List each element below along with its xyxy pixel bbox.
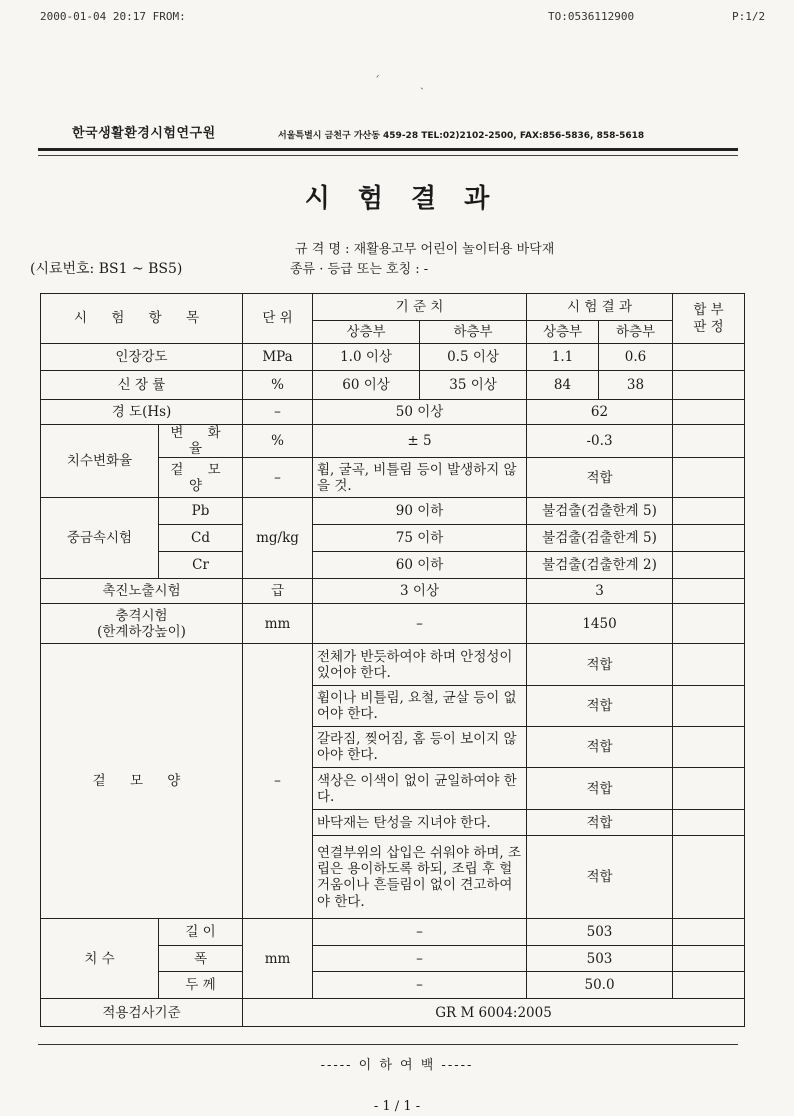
judgment-cell	[673, 946, 745, 972]
result-cell: -0.3	[527, 425, 673, 458]
standard-cell: 90 이하	[313, 498, 527, 525]
header-std-lower: 하층부	[420, 321, 527, 344]
standard-cell: ± 5	[313, 425, 527, 458]
standard-cell: 색상은 이색이 없이 균일하여야 한다.	[313, 768, 527, 810]
standard-cell: 75 이하	[313, 525, 527, 552]
judgment-cell	[673, 604, 745, 644]
item-appearance-change: 겉 모 양	[159, 458, 243, 498]
group-dimensions: 치 수	[41, 919, 159, 999]
judgment-cell	[673, 686, 745, 727]
standard-cell: –	[313, 604, 527, 644]
item-thickness: 두 께	[159, 972, 243, 999]
result-cell: 62	[527, 400, 673, 425]
footer-nil: ----- 이 하 여 백 -----	[320, 1058, 474, 1073]
unit-cell: mm	[243, 604, 313, 644]
item-impact-line2: (한계하강높이)	[97, 623, 186, 640]
standard-cell: 바닥재는 탄성을 지녀야 한다.	[313, 810, 527, 836]
item-impact-line1: 충격시험	[115, 607, 168, 624]
unit-cell: MPa	[243, 344, 313, 371]
res-upper: 84	[527, 371, 599, 400]
judgment-cell	[673, 425, 745, 458]
letterhead-address: 서울특별시 금천구 가산동 459-28 TEL:02)2102-2500, FAX:856-5836, 858-5618	[278, 131, 645, 141]
judgment-cell	[673, 972, 745, 999]
applied-standard-value: GR M 6004:2005	[243, 999, 745, 1027]
group-heavy-metal: 중금속시험	[41, 498, 159, 579]
letterhead-organization: 한국생활환경시험연구원	[72, 126, 216, 141]
item-tensile: 인장강도	[41, 344, 243, 371]
unit-cell: %	[243, 371, 313, 400]
std-lower: 35 이상	[420, 371, 527, 400]
speck-mark: ˊ	[374, 74, 380, 88]
item-elongation: 신 장 률	[41, 371, 243, 400]
result-cell: 적합	[527, 836, 673, 919]
standard-cell: –	[313, 946, 527, 972]
res-lower: 0.6	[599, 344, 673, 371]
judgment-cell	[673, 919, 745, 946]
table-row	[41, 498, 745, 525]
item-impact	[41, 604, 243, 644]
header-row	[41, 294, 745, 321]
header-std-upper: 상층부	[313, 321, 420, 344]
result-cell: 50.0	[527, 972, 673, 999]
standard-cell: 휨이나 비틀림, 요철, 균살 등이 없어야 한다.	[313, 686, 527, 727]
result-cell: 불검출(검출한계 5)	[527, 498, 673, 525]
standard-cell: 연결부위의 삽입은 쉬워야 하며, 조립은 용이하도록 하되, 조립 후 헐거움이나 흔들림이 없이 견고하여야 한다.	[313, 836, 527, 919]
judgment-cell	[673, 400, 745, 425]
result-cell: 503	[527, 946, 673, 972]
fax-header-page: P:1/2	[732, 10, 766, 23]
table-row	[41, 344, 745, 371]
judgment-cell	[673, 768, 745, 810]
item-pb: Pb	[159, 498, 243, 525]
table-row	[41, 425, 745, 458]
standard-cell: 휨, 굴곡, 비틀림 등이 발생하지 않을 것.	[313, 458, 527, 498]
group-dimensional-change: 치수변화율	[41, 425, 159, 498]
judgment-cell	[673, 579, 745, 604]
header-judgment-line1: 합 부	[693, 302, 724, 319]
header-result: 시 험 결 과	[527, 294, 673, 321]
res-lower: 38	[599, 371, 673, 400]
page-title: 시험결과	[304, 184, 518, 214]
judgment-cell	[673, 525, 745, 552]
item-appearance: 겉 모 양	[41, 644, 243, 919]
header-standard: 기 준 치	[313, 294, 527, 321]
judgment-cell	[673, 344, 745, 371]
judgment-cell	[673, 644, 745, 686]
table-row	[41, 579, 745, 604]
judgment-cell	[673, 498, 745, 525]
item-applied-standard: 적용검사기준	[41, 999, 243, 1027]
result-cell: 불검출(검출한계 5)	[527, 525, 673, 552]
spec-name: 규 격 명 : 재활용고무 어린이 놀이터용 바닥재	[295, 242, 555, 257]
judgment-cell	[673, 836, 745, 919]
std-upper: 60 이상	[313, 371, 420, 400]
letterhead-rule-thick	[38, 148, 738, 151]
table-row	[41, 919, 745, 946]
unit-cell: –	[243, 644, 313, 919]
std-upper: 1.0 이상	[313, 344, 420, 371]
result-cell: 적합	[527, 727, 673, 768]
result-cell: 1450	[527, 604, 673, 644]
item-weathering: 촉진노출시험	[41, 579, 243, 604]
result-cell: 적합	[527, 810, 673, 836]
item-change-rate: 변 화 율	[159, 425, 243, 458]
unit-cell: %	[243, 425, 313, 458]
result-cell: 503	[527, 919, 673, 946]
result-cell: 적합	[527, 686, 673, 727]
standard-cell: 전체가 반듯하여야 하며 안정성이 있어야 한다.	[313, 644, 527, 686]
standard-cell: –	[313, 919, 527, 946]
result-cell: 적합	[527, 458, 673, 498]
unit-cell: mm	[243, 919, 313, 999]
table-row	[41, 400, 745, 425]
speck-mark: ˏ	[420, 76, 424, 90]
standard-cell: 60 이하	[313, 552, 527, 579]
footer-rule	[38, 1044, 738, 1045]
spec-grade: 종류 · 등급 또는 호칭 : -	[290, 262, 429, 277]
results-table	[40, 293, 745, 1027]
res-upper: 1.1	[527, 344, 599, 371]
table-row	[41, 644, 745, 686]
judgment-cell	[673, 810, 745, 836]
fax-header-left: 2000-01-04 20:17 FROM:	[40, 10, 186, 23]
item-length: 길 이	[159, 919, 243, 946]
judgment-cell	[673, 371, 745, 400]
table-row	[41, 604, 745, 644]
letterhead-rule-thin	[38, 155, 738, 156]
result-cell: 적합	[527, 768, 673, 810]
unit-cell: –	[243, 458, 313, 498]
result-cell: 적합	[527, 644, 673, 686]
standard-cell: –	[313, 972, 527, 999]
header-unit: 단 위	[243, 294, 313, 344]
header-res-upper: 상층부	[527, 321, 599, 344]
result-cell: 3	[527, 579, 673, 604]
item-cr: Cr	[159, 552, 243, 579]
fax-header-to: TO:0536112900	[548, 10, 635, 23]
item-width: 폭	[159, 946, 243, 972]
header-item: 시 험 항 목	[41, 294, 243, 344]
judgment-cell	[673, 458, 745, 498]
judgment-cell	[673, 552, 745, 579]
unit-cell: –	[243, 400, 313, 425]
standard-cell: 3 이상	[313, 579, 527, 604]
unit-cell: 급	[243, 579, 313, 604]
header-res-lower: 하층부	[599, 321, 673, 344]
judgment-cell	[673, 727, 745, 768]
standard-cell: 갈라짐, 찢어짐, 홈 등이 보이지 않아야 한다.	[313, 727, 527, 768]
table-row	[41, 371, 745, 400]
standard-cell: 50 이상	[313, 400, 527, 425]
sample-number: (시료번호: BS1 ~ BS5)	[30, 261, 183, 277]
table-row	[41, 999, 745, 1027]
footer-page-number: - 1 / 1 -	[373, 1099, 421, 1114]
item-cd: Cd	[159, 525, 243, 552]
std-lower: 0.5 이상	[420, 344, 527, 371]
header-judgment	[673, 294, 745, 344]
result-cell: 불검출(검출한계 2)	[527, 552, 673, 579]
item-hardness: 경 도(Hs)	[41, 400, 243, 425]
header-judgment-line2: 판 정	[693, 318, 724, 335]
unit-cell: mg/kg	[243, 498, 313, 579]
